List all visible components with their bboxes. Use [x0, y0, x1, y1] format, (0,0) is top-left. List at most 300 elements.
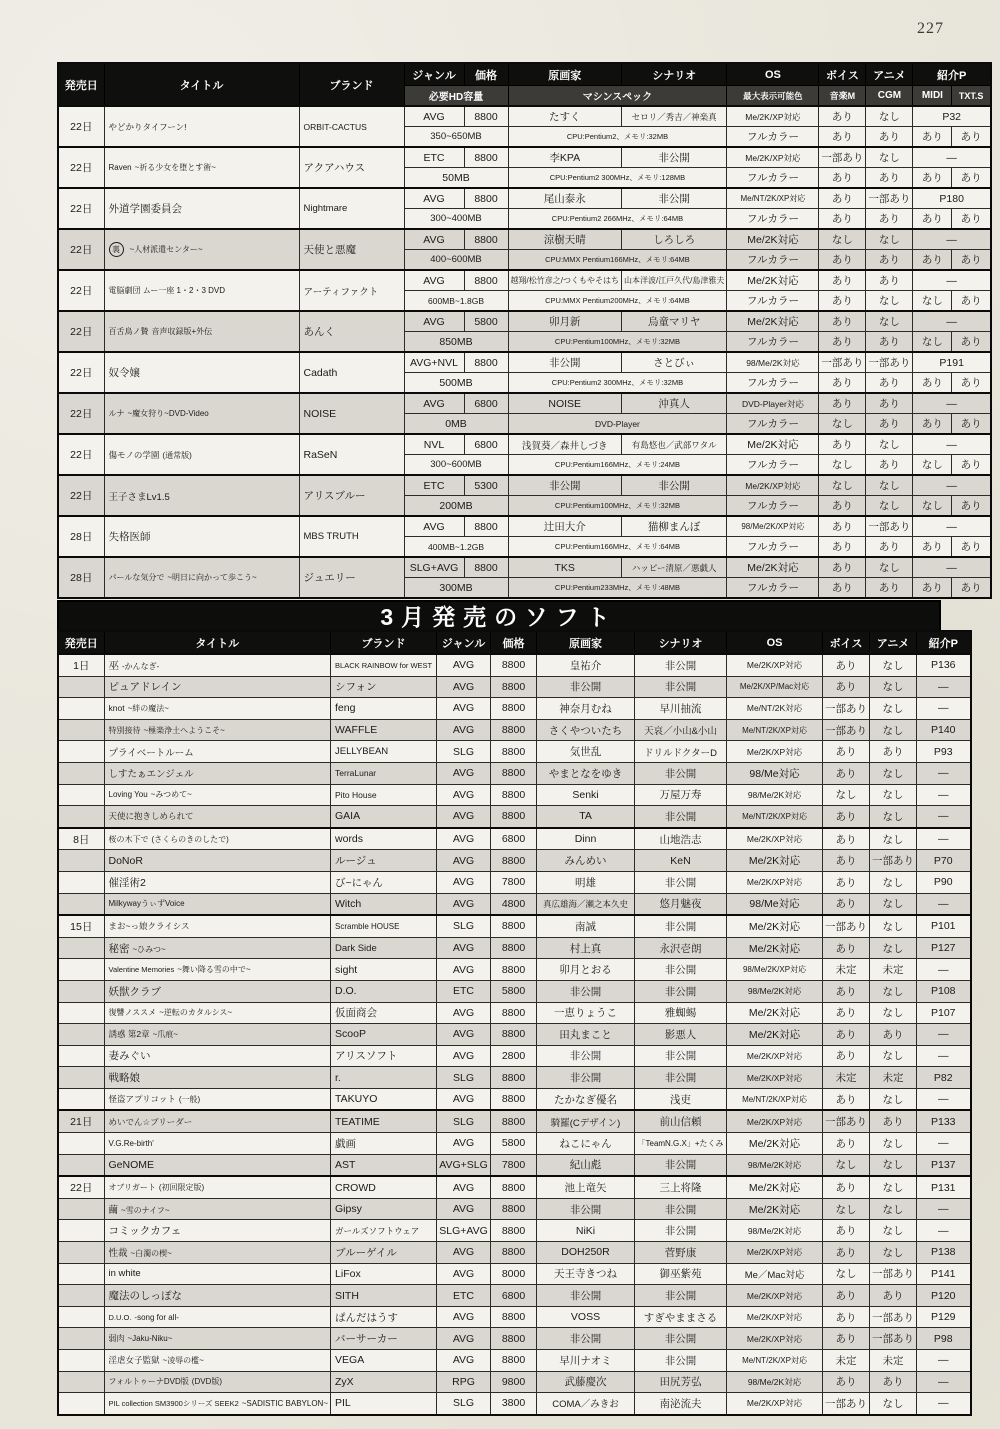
release-date-cell — [58, 698, 104, 720]
artist-cell: みんめい — [537, 850, 635, 872]
title-cell — [104, 1242, 331, 1264]
os-cell: Me/2K/XP対応 — [727, 147, 819, 168]
os-cell: Me/NT/2K/XP対応 — [727, 719, 823, 741]
os-cell: Me/2K対応 — [727, 557, 819, 578]
voice-cell: あり — [823, 654, 870, 676]
anime-cell: あり — [866, 393, 913, 414]
price-cell: 8800 — [491, 1002, 537, 1024]
brand-cell: SITH — [331, 1285, 437, 1307]
february-release-table — [57, 62, 992, 599]
release-row — [58, 1371, 971, 1393]
genre-cell: AVG — [437, 1263, 491, 1285]
title-text: まお~っ娘クライシス — [108, 921, 190, 932]
genre-cell: SLG+AVG — [437, 1220, 491, 1242]
intro-page-cell: P141 — [917, 1263, 971, 1285]
scenario-cell: 非公開 — [621, 188, 726, 209]
artist-cell: 気世乱 — [537, 741, 635, 763]
artist-cell: NiKi — [537, 1220, 635, 1242]
cgm-cell: あり — [866, 455, 913, 476]
brand-cell: feng — [331, 698, 437, 720]
brand-cell: AST — [331, 1154, 437, 1176]
genre-cell: AVG — [437, 784, 491, 806]
os-cell: Me/2K対応 — [727, 1002, 823, 1024]
brand-cell: ScooP — [331, 1024, 437, 1046]
voice-cell: あり — [819, 311, 866, 332]
header-scenario: シナリオ — [635, 631, 727, 654]
os-cell: Me/2K/XP対応 — [727, 1328, 823, 1350]
anime-cell: なし — [866, 434, 913, 455]
title-text: MilkywayうぃずVoice — [108, 899, 185, 909]
release-date-cell — [58, 1263, 104, 1285]
entry-row — [58, 229, 991, 250]
price-cell: 8800 — [491, 654, 537, 676]
title-text: 失格医師 — [108, 531, 151, 543]
anime-cell: なし — [870, 937, 917, 959]
scenario-cell: 早川抽流 — [635, 698, 727, 720]
machine-spec-cell: DVD-Player — [508, 414, 727, 435]
genre-cell: SLG+AVG — [404, 557, 464, 578]
title-text: 秘密 — [108, 942, 130, 955]
voice-cell: あり — [823, 1002, 870, 1024]
intro-page-cell: — — [917, 784, 971, 806]
release-date-cell — [58, 1154, 104, 1176]
voice-cell: 一部あり — [819, 352, 866, 373]
title-cell — [104, 1176, 331, 1198]
os-cell: Me/2K対応 — [727, 1024, 823, 1046]
os-cell: Me/2K/XP対応 — [727, 654, 823, 676]
brand-cell: LiFox — [331, 1263, 437, 1285]
scenario-cell: 御巫紫苑 — [635, 1263, 727, 1285]
hd-capacity-cell: 0MB — [404, 414, 508, 435]
os-cell: Me／Mac対応 — [727, 1263, 823, 1285]
intro-page-cell: P82 — [917, 1067, 971, 1089]
release-row — [58, 806, 971, 828]
machine-spec-cell: CPU:Pentium100MHz、メモリ:32MB — [508, 496, 727, 517]
anime-cell: なし — [870, 676, 917, 698]
cgm-cell: あり — [866, 168, 913, 189]
brand-cell: ORBIT-CACTUS — [299, 106, 404, 147]
title-note: (DVD版) — [191, 1377, 223, 1387]
header-brand: ブランド — [331, 631, 437, 654]
header-os: OS — [727, 631, 823, 654]
title-cell — [104, 1110, 331, 1132]
release-date-cell: 28日 — [58, 557, 104, 598]
scenario-cell: 前山信頼 — [635, 1110, 727, 1132]
title-note: (さくらのきのしたで) — [151, 834, 229, 844]
price-cell: 8800 — [491, 1306, 537, 1328]
release-date-cell — [58, 784, 104, 806]
scenario-cell: 非公開 — [635, 871, 727, 893]
midi-cell: あり — [913, 250, 952, 271]
march-table-title: 3月発売のソフト — [57, 600, 941, 630]
release-date-cell — [58, 871, 104, 893]
cgm-cell: あり — [866, 209, 913, 230]
scenario-cell: 猫柳まんぼ — [621, 516, 726, 537]
hd-capacity-cell: 400MB~1.2GB — [404, 537, 508, 558]
title-note: ~Jaku-Niku~ — [127, 1334, 173, 1344]
anime-cell: なし — [866, 311, 913, 332]
title-cell — [104, 1133, 331, 1155]
artist-cell: 田丸まこと — [537, 1024, 635, 1046]
intro-page-cell: — — [913, 475, 991, 496]
title-cell — [104, 959, 331, 981]
release-date-cell — [58, 1350, 104, 1372]
voice-cell: あり — [823, 871, 870, 893]
anime-cell: なし — [870, 980, 917, 1002]
os-cell: Me/2K/XP/Mac対応 — [727, 676, 823, 698]
title-text: 傷モノの学園 — [108, 449, 160, 460]
scenario-cell: しろしろ — [621, 229, 726, 250]
title-cell — [104, 676, 331, 698]
hd-capacity-cell: 400~600MB — [404, 250, 508, 271]
title-text: 弱肉 — [108, 1334, 125, 1344]
price-cell: 8800 — [491, 850, 537, 872]
voice-cell: あり — [823, 1045, 870, 1067]
colors-cell: フルカラー — [727, 373, 819, 394]
header-colors: 最大表示可能色 — [727, 86, 819, 107]
voice-cell: あり — [823, 850, 870, 872]
anime-cell: 一部あり — [870, 1328, 917, 1350]
genre-cell: AVG — [437, 1176, 491, 1198]
intro-page-cell: P70 — [917, 850, 971, 872]
voice-cell: 未定 — [823, 959, 870, 981]
title-text: 性裁 — [108, 1248, 128, 1260]
release-row — [58, 1110, 971, 1132]
genre-cell: SLG — [437, 1067, 491, 1089]
header-spec: マシンスペック — [508, 86, 727, 107]
anime-cell: 一部あり — [870, 1306, 917, 1328]
release-row — [58, 980, 971, 1002]
title-text: 特別接待 — [108, 725, 141, 735]
music-cell: あり — [819, 537, 866, 558]
voice-cell: あり — [819, 557, 866, 578]
artist-cell: TA — [537, 806, 635, 828]
entry-row — [58, 106, 991, 127]
artist-cell: 非公開 — [537, 980, 635, 1002]
anime-cell: 一部あり — [870, 850, 917, 872]
release-row — [58, 784, 971, 806]
scenario-cell: 非公開 — [635, 1045, 727, 1067]
title-note: ~祈る少女を堕とす術~ — [134, 163, 216, 172]
os-cell: 98/Me対応 — [727, 762, 823, 784]
music-cell: あり — [819, 127, 866, 148]
release-date-cell: 21日 — [58, 1110, 104, 1132]
header-os: OS — [727, 63, 819, 86]
anime-cell: 一部あり — [866, 516, 913, 537]
genre-cell: AVG — [437, 1024, 491, 1046]
release-date-cell: 22日 — [58, 270, 104, 311]
scenario-cell: 非公開 — [635, 1067, 727, 1089]
title-cell — [104, 1220, 331, 1242]
voice-cell: 未定 — [823, 1067, 870, 1089]
anime-cell: あり — [870, 1371, 917, 1393]
midi-cell: あり — [913, 168, 952, 189]
genre-cell: SLG — [437, 915, 491, 937]
voice-cell: なし — [823, 784, 870, 806]
midi-cell: なし — [913, 291, 952, 312]
title-cell — [104, 784, 331, 806]
entry-row — [58, 270, 991, 291]
title-text: 魔法のしっぽな — [108, 1290, 182, 1303]
artist-cell: 尾山泰永 — [508, 188, 621, 209]
release-date-cell — [58, 1045, 104, 1067]
music-cell: あり — [819, 496, 866, 517]
genre-cell: AVG — [437, 1088, 491, 1110]
artist-cell: Senki — [537, 784, 635, 806]
genre-cell: AVG — [437, 1133, 491, 1155]
genre-cell: ETC — [437, 1285, 491, 1307]
hd-capacity-cell: 300MB — [404, 578, 508, 599]
colors-cell: フルカラー — [727, 168, 819, 189]
intro-page-cell: — — [917, 1350, 971, 1372]
price-cell: 8800 — [464, 557, 508, 578]
txts-cell: あり — [952, 578, 991, 599]
intro-page-cell: P129 — [917, 1306, 971, 1328]
scenario-cell: 非公開 — [621, 475, 726, 496]
brand-cell: RaSeN — [299, 434, 404, 475]
hd-capacity-cell: 50MB — [404, 168, 508, 189]
header-genre: ジャンル — [404, 63, 464, 86]
title-cell — [104, 915, 331, 937]
genre-cell: AVG — [404, 311, 464, 332]
genre-cell: AVG — [437, 1002, 491, 1024]
intro-page-cell: — — [913, 147, 991, 168]
artist-cell: 明雄 — [537, 871, 635, 893]
brand-cell: JELLYBEAN — [331, 741, 437, 763]
price-cell: 8800 — [491, 1220, 537, 1242]
midi-cell: なし — [913, 496, 952, 517]
colors-cell: フルカラー — [727, 332, 819, 353]
release-date-cell — [58, 1024, 104, 1046]
header-cgm: CGM — [866, 86, 913, 107]
intro-page-cell: P180 — [913, 188, 991, 209]
genre-cell: ETC — [404, 475, 464, 496]
hd-capacity-cell: 300~600MB — [404, 455, 508, 476]
brand-cell: ジュエリー — [299, 557, 404, 598]
release-row — [58, 1263, 971, 1285]
voice-cell: あり — [823, 893, 870, 915]
os-cell: Me/2K対応 — [727, 270, 819, 291]
release-date-cell: 15日 — [58, 915, 104, 937]
artist-cell: 武藤慶次 — [537, 1371, 635, 1393]
voice-cell: あり — [823, 762, 870, 784]
os-cell: Me/2K/XP対応 — [727, 828, 823, 850]
brand-cell: D.O. — [331, 980, 437, 1002]
colors-cell: フルカラー — [727, 250, 819, 271]
voice-cell: あり — [819, 270, 866, 291]
title-cell — [104, 106, 299, 147]
scenario-cell: 非公開 — [635, 1198, 727, 1220]
price-cell: 8800 — [464, 188, 508, 209]
title-cell — [104, 871, 331, 893]
entry-row — [58, 393, 991, 414]
hd-capacity-cell: 500MB — [404, 373, 508, 394]
artist-cell: ねこにゃん — [537, 1133, 635, 1155]
title-note: ~雪のナイフ~ — [121, 1206, 170, 1216]
scenario-cell: 沖真人 — [621, 393, 726, 414]
artist-cell: TKS — [508, 557, 621, 578]
voice-cell: あり — [819, 393, 866, 414]
brand-cell: ブルーゲイル — [331, 1242, 437, 1264]
release-row — [58, 1154, 971, 1176]
release-date-cell — [58, 1285, 104, 1307]
hd-capacity-cell: 350~650MB — [404, 127, 508, 148]
price-cell: 5800 — [491, 980, 537, 1002]
price-cell: 9800 — [491, 1371, 537, 1393]
scenario-cell: 非公開 — [635, 1285, 727, 1307]
genre-cell: AVG+NVL — [404, 352, 464, 373]
release-row — [58, 1133, 971, 1155]
entry-row — [58, 147, 991, 168]
title-note: ~人材派遣センター~ — [129, 244, 203, 254]
voice-cell: 一部あり — [823, 915, 870, 937]
price-cell: 6800 — [491, 1285, 537, 1307]
os-cell: Me/2K対応 — [727, 1133, 823, 1155]
release-date-cell — [58, 719, 104, 741]
release-row — [58, 1002, 971, 1024]
brand-cell: CROWD — [331, 1176, 437, 1198]
os-cell: Me/2K対応 — [727, 1198, 823, 1220]
artist-cell: 非公開 — [537, 1285, 635, 1307]
artist-cell: たすく — [508, 106, 621, 127]
os-cell: Me/2K/XP対応 — [727, 475, 819, 496]
title-note: 音声収録版+外伝 — [151, 327, 213, 336]
title-note: -song for all- — [134, 1312, 179, 1322]
title-text: 妻みぐい — [108, 1050, 151, 1063]
brand-cell: Cadath — [299, 352, 404, 393]
intro-page-cell: P133 — [917, 1110, 971, 1132]
artist-cell: COMA／みきお — [537, 1393, 635, 1415]
genre-cell: AVG — [404, 106, 464, 127]
brand-cell: バーサーカー — [331, 1328, 437, 1350]
anime-cell: なし — [870, 1242, 917, 1264]
midi-cell: あり — [913, 127, 952, 148]
artist-cell: 卯月新 — [508, 311, 621, 332]
title-note: ~ひみつ~ — [132, 944, 166, 954]
scenario-cell: 非公開 — [635, 806, 727, 828]
title-text: 怪盗アプリコット — [108, 1094, 176, 1105]
os-cell: Me/2K/XP対応 — [727, 1110, 823, 1132]
release-date-cell — [58, 959, 104, 981]
anime-cell: なし — [870, 698, 917, 720]
title-cell — [104, 719, 331, 741]
anime-cell: 一部あり — [866, 352, 913, 373]
cgm-cell: あり — [866, 414, 913, 435]
brand-cell: GAIA — [331, 806, 437, 828]
colors-cell: フルカラー — [727, 291, 819, 312]
anime-cell: なし — [870, 1045, 917, 1067]
title-text: Raven — [108, 163, 132, 172]
txts-cell: あり — [952, 209, 991, 230]
release-row — [58, 871, 971, 893]
genre-cell: AVG — [437, 871, 491, 893]
voice-cell: 未定 — [823, 1350, 870, 1372]
anime-cell: なし — [870, 893, 917, 915]
txts-cell: あり — [952, 127, 991, 148]
release-date-cell — [58, 937, 104, 959]
scenario-cell: 南泌流夫 — [635, 1393, 727, 1415]
release-date-cell — [58, 806, 104, 828]
price-cell: 8800 — [464, 516, 508, 537]
price-cell: 8800 — [491, 1350, 537, 1372]
genre-cell: AVG — [437, 1328, 491, 1350]
intro-page-cell: — — [917, 676, 971, 698]
brand-cell: アーティファクト — [299, 270, 404, 311]
anime-cell: なし — [866, 475, 913, 496]
brand-cell: ガールズソフトウェア — [331, 1220, 437, 1242]
price-cell: 7800 — [491, 871, 537, 893]
scenario-cell: 菅野康 — [635, 1242, 727, 1264]
intro-page-cell: — — [917, 1133, 971, 1155]
brand-cell: TerraLunar — [331, 762, 437, 784]
os-cell: 98/Me対応 — [727, 893, 823, 915]
voice-cell: あり — [823, 1371, 870, 1393]
artist-cell: 李KPA — [508, 147, 621, 168]
voice-cell: なし — [819, 475, 866, 496]
intro-page-cell: — — [913, 557, 991, 578]
anime-cell: なし — [870, 871, 917, 893]
release-row — [58, 1285, 971, 1307]
circled-mark: 裏 — [109, 242, 124, 257]
artist-cell: NOISE — [508, 393, 621, 414]
release-row — [58, 959, 971, 981]
price-cell: 8800 — [491, 741, 537, 763]
march-release-table — [57, 630, 972, 1416]
intro-page-cell: — — [917, 1371, 971, 1393]
title-text: しすたぁエンジェル — [108, 769, 194, 781]
intro-page-cell: — — [913, 229, 991, 250]
artist-cell: やまとなをゆき — [537, 762, 635, 784]
title-text: PIL collection SM3900シリーズ SEEK2 — [108, 1398, 239, 1408]
artist-cell: 非公開 — [508, 352, 621, 373]
os-cell: Me/2K対応 — [727, 850, 823, 872]
genre-cell: AVG — [437, 1306, 491, 1328]
title-text: 戦略娘 — [108, 1072, 140, 1085]
intro-page-cell: P137 — [917, 1154, 971, 1176]
colors-cell: フルカラー — [727, 414, 819, 435]
title-text: 復讐ノススメ — [108, 1008, 157, 1018]
scenario-cell: 非公開 — [635, 980, 727, 1002]
scenario-cell: 雅蜘蜴 — [635, 1002, 727, 1024]
price-cell: 8800 — [491, 915, 537, 937]
scenario-cell: 有島悠也／武部ワタル — [621, 434, 726, 455]
scenario-cell: さとびぃ — [621, 352, 726, 373]
header-musicM: 音楽M — [819, 86, 866, 107]
title-text: やどかりタイフーン! — [108, 121, 187, 132]
colors-cell: フルカラー — [727, 127, 819, 148]
brand-cell: words — [331, 828, 437, 850]
release-row — [58, 1176, 971, 1198]
genre-cell: AVG — [404, 516, 464, 537]
brand-cell: VEGA — [331, 1350, 437, 1372]
music-cell: あり — [819, 168, 866, 189]
intro-page-cell: — — [917, 1220, 971, 1242]
price-cell: 6800 — [491, 828, 537, 850]
anime-cell: あり — [870, 1110, 917, 1132]
txts-cell: あり — [952, 414, 991, 435]
genre-cell: AVG — [437, 893, 491, 915]
title-text: プライベートルーム — [108, 747, 194, 759]
title-cell — [104, 762, 331, 784]
release-date-cell: 1日 — [58, 654, 104, 676]
anime-cell: 一部あり — [870, 1263, 917, 1285]
release-date-cell — [58, 1220, 104, 1242]
artist-cell: 南誠 — [537, 915, 635, 937]
release-date-cell: 22日 — [58, 352, 104, 393]
title-cell — [104, 1328, 331, 1350]
cgm-cell: あり — [866, 578, 913, 599]
os-cell: Me/NT/2K/XP対応 — [727, 188, 819, 209]
